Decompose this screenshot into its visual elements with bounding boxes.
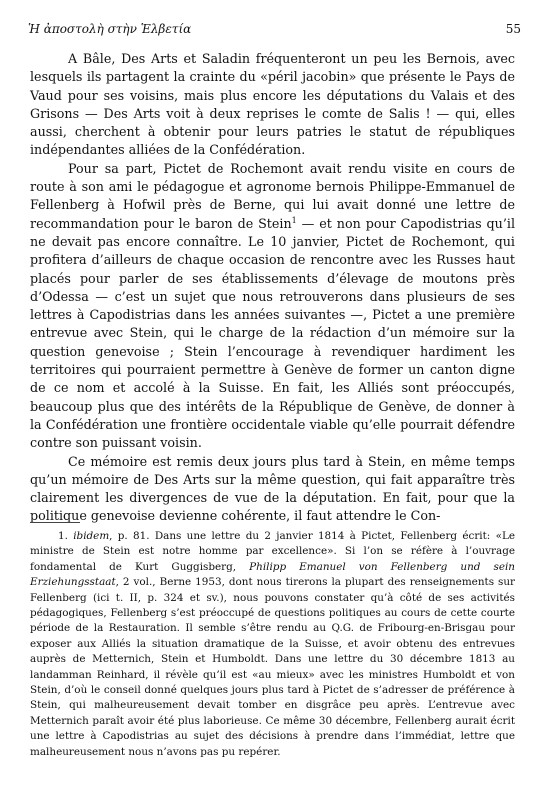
paragraph-2 — [30, 160, 515, 453]
footnote-ibidem: ibidem — [73, 530, 110, 542]
footnote-text-a: , p. 81. Dans une lettre du 2 janvier 1814 à Pictet, Fellenberg écrit: «Le ministre de Stein est notre homme par excellence». Si l’on se réfère à l’ouvrage fondamental de Kurt Guggisberg, — [30, 530, 515, 573]
paragraph-2-text-a: Pour sa part, Pictet de Rochemont avait rendu visite en cours de route à son ami le pédagogue et agronome bernois Philippe-Emmanuel de Fellenberg à Hofwil près de Berne, qui lui avait donné une lettre de recommandation pour le baron de Stein — [30, 160, 515, 231]
footnote-book-title: Philipp Emanuel von Fellenberg und sein Erziehungsstaat — [30, 560, 515, 589]
footnote-reference: 1 — [291, 215, 297, 225]
page-number: 55 — [505, 22, 521, 36]
paragraph-3: Ce mémoire est remis deux jours plus tard à Stein, en même temps qu’un mémoire de Des Arts sur la même question, qui fait apparaître très clairement les divergences de vue de la députation. En fait, pour que la politique genevoise devienne cohérente, il faut attendre le Con- — [30, 453, 515, 524]
paragraph-1: A Bâle, Des Arts et Saladin fréquenteront un peu les Bernois, avec lesquels ils partagent la crainte du «péril jacobin» que présente le Pays de Vaud pour ses voisins, mais plus encore les députations du Valais et des Grisons — Des Arts voit à deux reprises le comte de Salis ! — qui, elles aussi, cherchent à obtenir pour leurs patries le statut de républiques indépendantes alliées de la Confédération. — [30, 51, 515, 158]
footnote-number: 1. — [58, 530, 68, 542]
footnote-text-b: , 2 vol., Berne 1953, dont nous tirerons la plupart des renseignements sur Fellenberg (ici t. II, p. 324 et sv.), nous pouvons constater qu’à côté de ses activités pédagogiques, Fellenberg s’est préoccupé de questions politiques au cours de cette courte période de la Restauration. Il semble s’être rendu au Q.G. de Fribourg-en-Brisgau pour exposer aux Alliés la situation dramatique de la Suisse, et avoir obtenu des entrevues auprès de Metternich, Stein et Humboldt. Dans une lettre du 30 décembre 1813 au landamman Reinhard, il révèle qu’il est «au mieux» avec les ministres Humboldt et von Stein, d’où le conseil donné quelques jours plus tard à Pictet de s’adresser de préférence à Stein, qui malheureusement devait tomber en disgrâce peu après. L’entrevue avec Metternich paraît avoir été plus laborieuse. Ce même 30 décembre, Fellenberg aurait écrit une lettre à Capodistrias au sujet des décisions à prendre dans l’immédiat, lettre que malheureusement nous n’avons pas pu repérer. — [30, 576, 515, 758]
main-text — [30, 50, 515, 526]
paragraph-2-text-b: — et non pour Capodistrias qu’il ne devait pas encore connaître. Le 10 janvier, Pictet de Rochemont, qui profitera d’ailleurs de chaque occasion de rencontre avec les Russes haut placés pour parler de ses établissements d’élevage de moutons près d’Odessa — c’est un sujet que nous retrouverons dans plusieurs de ses lettres à Capodistrias dans les années suivantes —, Pictet a une première entrevue avec Stein, qui le charge de la rédaction d’un mémoire sur la question genevoise ; Stein l’encourage à revendiquer hardiment les territoires qui pourraient permettre à Genève de former un canton digne de ce nom et accolé à la Suisse. En fait, les Alliés sont préoccupés, beaucoup plus que des intérêts de la République de Genève, de donner à la Confédération une frontière occidentale viable qu’elle pourrait défendre contre son puissant voisin. — [30, 215, 515, 451]
footnotes — [30, 529, 515, 760]
running-title: Ἡ ἀποστολὴ στὴν Ἑλβετία — [28, 22, 192, 36]
page-header — [28, 21, 521, 37]
footnote-rule — [30, 522, 80, 523]
footnote-1 — [30, 529, 515, 760]
